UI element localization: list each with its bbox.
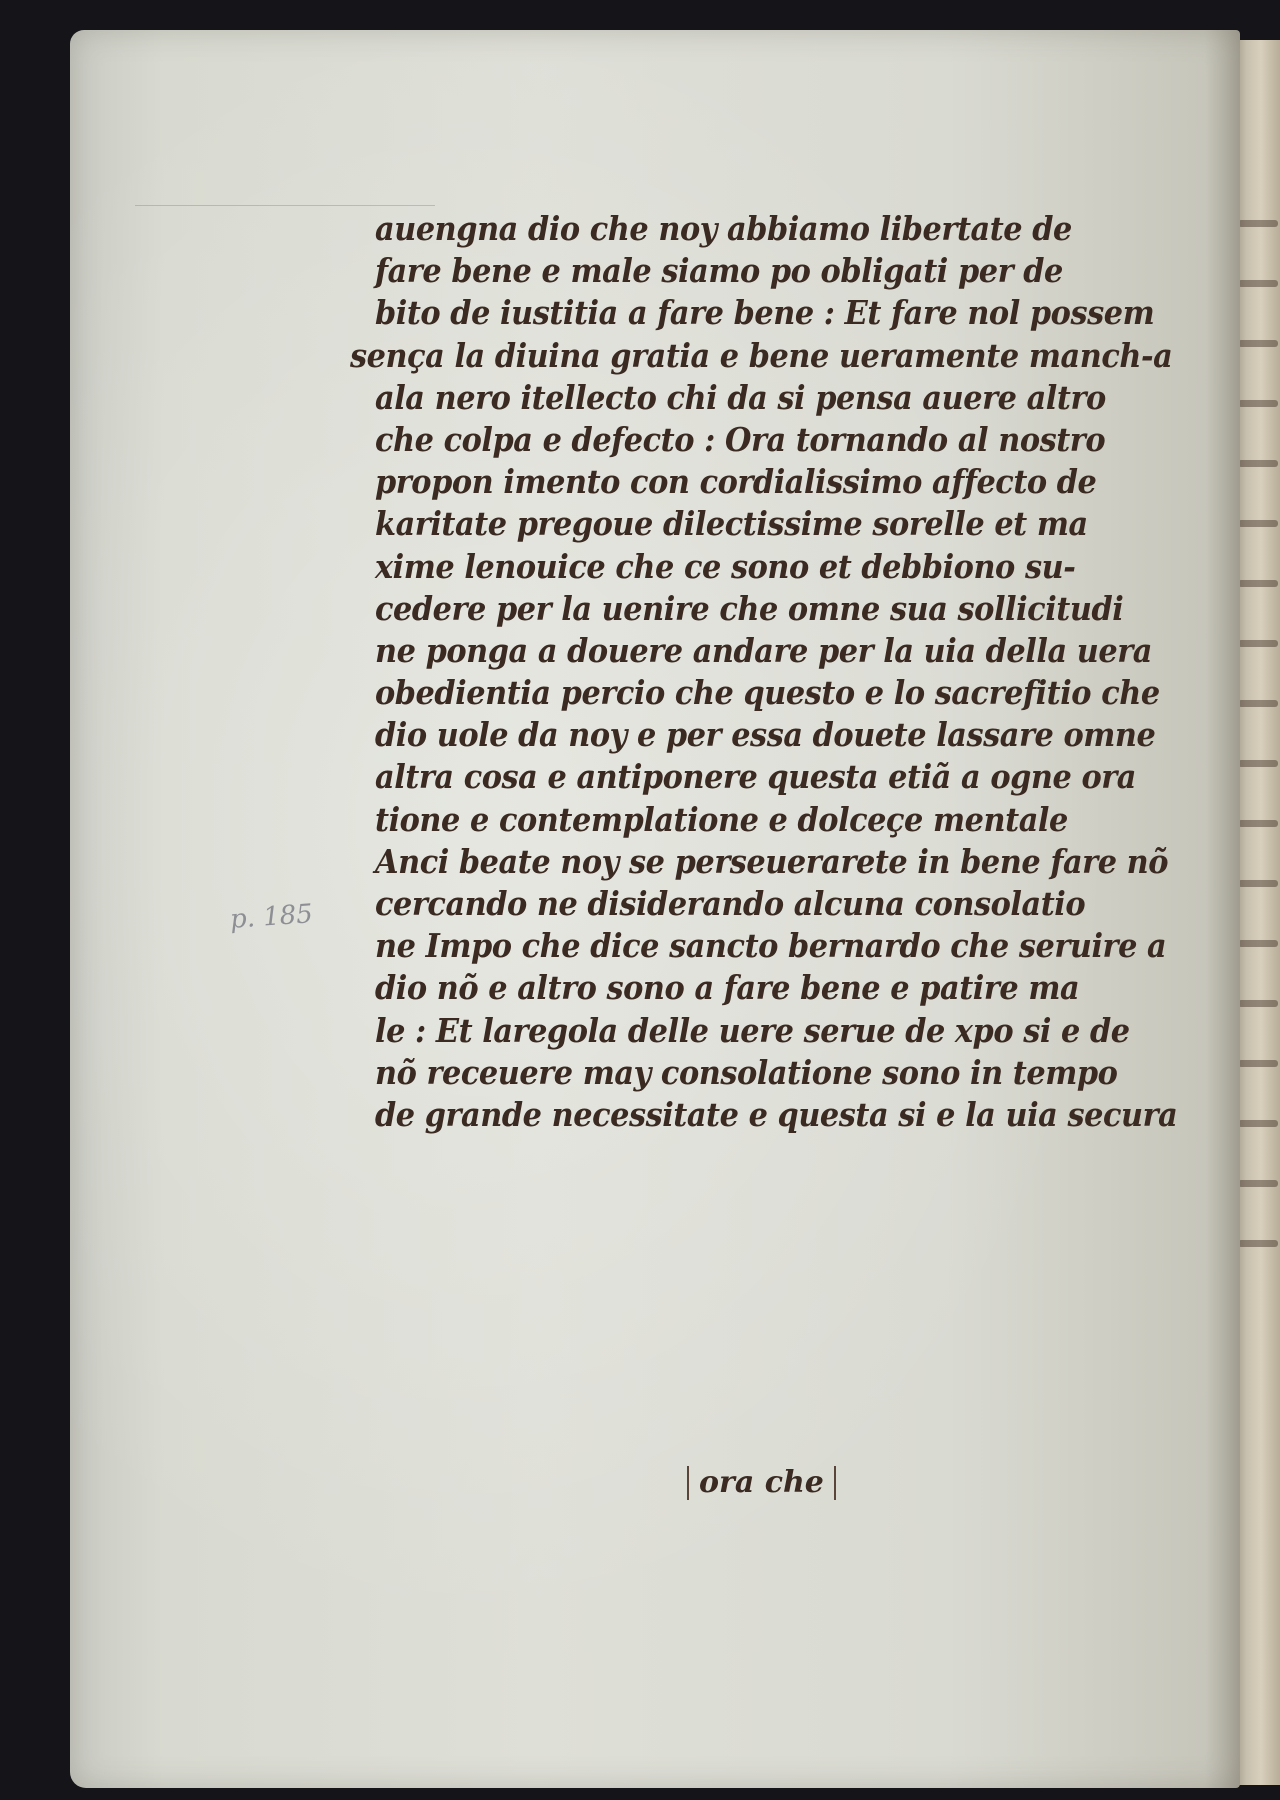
text-line: xime lenouice che ce sono et debbiono su-: [375, 546, 1076, 586]
bleed-through-mark: [1238, 580, 1278, 587]
text-line: altra cosa e antiponere questa etiã a ogne ora: [375, 757, 1136, 797]
bleed-through-mark: [1238, 940, 1278, 947]
bleed-through-mark: [1238, 280, 1278, 287]
text-line: cercando ne disiderando alcuna consolatio: [375, 884, 1086, 923]
text-line: cedere per la uenire che omne sua sollicitudi: [375, 588, 1124, 628]
manuscript-page: [70, 30, 1240, 1788]
text-line: auengna dio che noy abbiamo libertate de: [375, 209, 1072, 248]
bleed-through-mark: [1238, 1000, 1278, 1007]
text-line: de grande necessitate e questa si e la uia secura: [375, 1094, 1178, 1134]
catchword: ora che: [687, 1466, 836, 1500]
bleed-through-mark: [1238, 880, 1278, 887]
bleed-through-mark: [1238, 640, 1278, 647]
bleed-through-mark: [1238, 1060, 1278, 1067]
bleed-through-mark: [1238, 220, 1278, 227]
bleed-through-mark: [1238, 520, 1278, 527]
page-ruling: [135, 205, 435, 206]
text-line: karitate pregoue dilectissime sorelle et ma: [375, 504, 1088, 544]
bleed-through-mark: [1238, 1120, 1278, 1127]
text-line: ne ponga a douere andare per la uia della uera: [375, 630, 1152, 670]
manuscript-text: [350, 208, 1220, 1136]
text-line: ne Impo che dice sancto bernardo che seruire a: [375, 926, 1167, 966]
bleed-through-mark: [1238, 1240, 1278, 1247]
text-line: Anci beate noy se perseuerarete in bene fare nõ: [375, 841, 1169, 881]
marginal-page-note: p. 185: [229, 899, 314, 935]
text-line: le : Et laregola delle uere serue de xpo si e de: [375, 1010, 1130, 1050]
text-line: nõ receuere may consolatione sono in tempo: [375, 1052, 1118, 1092]
bleed-through-mark: [1238, 760, 1278, 767]
text-line: bito de iustitia a fare bene : Et fare nol possem: [375, 293, 1155, 333]
text-line: tione e contemplatione e dolceçe mentale: [375, 799, 1068, 839]
text-line: propon imento con cordialissimo affecto de: [375, 462, 1097, 502]
bleed-through-mark: [1238, 460, 1278, 467]
text-line: che colpa e defecto : Ora tornando al nostro: [375, 419, 1106, 459]
text-line: fare bene e male siamo po obligati per de: [375, 251, 1063, 291]
text-line: sença la diuina gratia e bene ueramente manch-a: [350, 335, 1173, 375]
text-line: dio nõ e altro sono a fare bene e patire ma: [375, 968, 1080, 1008]
text-line: obedientia percio che questo e lo sacrefitio che: [375, 673, 1160, 713]
bleed-through-mark: [1238, 820, 1278, 827]
text-line: ala nero itellecto chi da si pensa auere altro: [375, 377, 1106, 417]
bleed-through-mark: [1238, 700, 1278, 707]
bleed-through-mark: [1238, 1180, 1278, 1187]
bleed-through-mark: [1238, 340, 1278, 347]
text-line: dio uole da noy e per essa douete lassare omne: [375, 715, 1156, 755]
bleed-through-mark: [1238, 400, 1278, 407]
